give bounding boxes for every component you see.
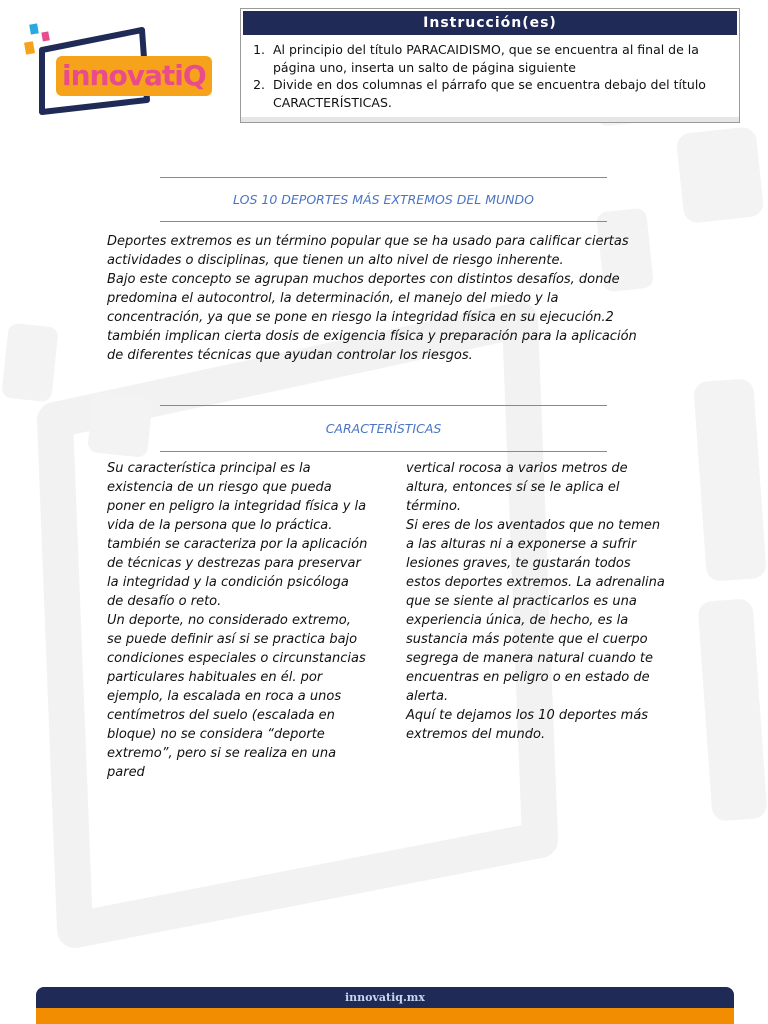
logo-text: innovatiQ — [56, 56, 212, 96]
instruction-item: 1. Al principio del título PARACAIDISMO, que se encuentra al final de la página uno, inserta un salto de página siguiente — [269, 41, 731, 76]
instruction-item: 2. Divide en dos columnas el párrafo que se encuentra debajo del título CARACTERÍSTICAS. — [269, 76, 731, 111]
footer-accent-strip — [36, 1008, 734, 1024]
section-heading-caracteristicas: CARACTERÍSTICAS — [325, 421, 442, 436]
heading-rule-top — [160, 177, 607, 178]
intro-text — [107, 232, 657, 365]
paragraph: Un deporte, no considerado extremo, se puede definir así si se practica bajo condiciones especiales o circunstancias particulares habituales en él. por ejemplo, la escalada en roca a unos centímetros del suelo (escalada en bloque) no se considera “deporte extremo”, pero si se realiza en una pared — [107, 613, 366, 780]
instructions-box — [240, 8, 740, 123]
heading-rule-bottom — [160, 221, 607, 222]
instructions-title: Instrucción(es) — [243, 11, 737, 35]
innovatiq-logo — [22, 20, 212, 120]
footer-bar — [36, 987, 734, 1009]
paragraph: vertical rocosa a varios metros de altura, entonces sí se le aplica el término. — [406, 461, 628, 514]
heading-rule-bottom — [160, 451, 607, 452]
paragraph: Bajo este concepto se agrupan muchos deportes con distintos desafíos, donde predomina el autocontrol, la determinación, el manejo del miedo y la concentración, ya que se pone en riesgo la integridad física en su ejecución.2 también implican cierta dosis de exigencia física y preparación para la aplicación de diferentes técnicas que ayudan controlar los riesgos. — [107, 272, 637, 363]
instructions-bottom-border — [241, 117, 739, 122]
footer-url: innovatiq.mx — [344, 991, 425, 1004]
paragraph: Si eres de los aventados que no temen a las alturas ni a exponerse a sufrir lesiones graves, te gustarán todos estos deportes extremos. La adrenalina que se siente al practicarlos es una experiencia única, de hecho, es la sustancia más potente que el cuerpo segrega de manera natural cuando te encuentras en peligro o en estado de alerta. — [406, 518, 665, 704]
paragraph: Aquí te dejamos los 10 deportes más extremos del mundo. — [406, 708, 649, 742]
paragraph: Su característica principal es la existencia de un riesgo que pueda poner en peligro la integridad física y la vida de la persona que lo práctica. también se caracteriza por la aplicación de técnicas y destrezas para preservar la integridad y la condición psicóloga de desafío o reto. — [107, 461, 368, 609]
text-column-left — [107, 459, 369, 782]
paragraph: Deportes extremos es un término popular que se ha usado para calificar ciertas actividades o disciplinas, que tienen un alto nivel de riesgo inherente. — [107, 234, 629, 268]
heading-rule-top — [160, 405, 607, 406]
text-column-right — [406, 459, 666, 744]
instructions-list — [269, 41, 731, 111]
section-heading-deportes: LOS 10 DEPORTES MÁS EXTREMOS DEL MUNDO — [233, 192, 534, 207]
